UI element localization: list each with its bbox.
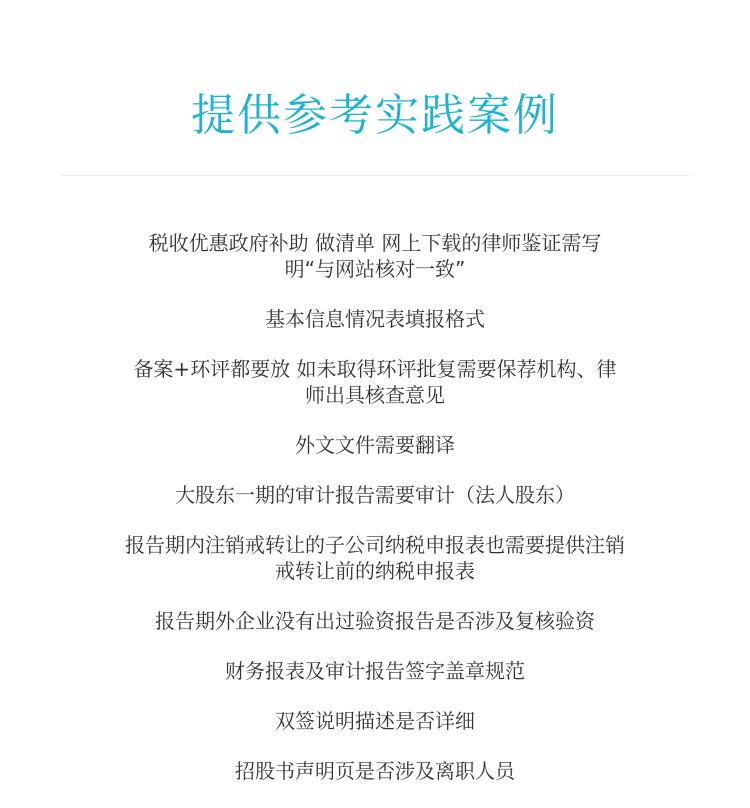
case-list [0,230,750,808]
list-item: 外文文件需要翻译 [295,433,455,457]
list-item: 税收优惠政府补助 做清单 网上下载的律师鉴证需写明“与网站核对一致” [148,231,602,281]
list-item: 双签说明描述是否详细 [275,709,475,733]
list-item: 报告期内注销戒转让的子公司纳税申报表也需要提供注销戒转让前的纳税申报表 [125,533,625,583]
list-item: 备案+环评都要放 如未取得环评批复需要保荐机构、律师出具核查意见 [133,357,617,407]
list-item: 招股书声明页是否涉及离职人员 [235,759,515,783]
list-item: 大股东一期的审计报告需要审计（法人股东） [175,483,575,507]
divider [61,175,689,176]
list-item: 财务报表及审计报告签字盖章规范 [225,659,525,683]
list-item: 基本信息情况表填报格式 [265,307,485,331]
list-item: 报告期外企业没有出过验资报告是否涉及复核验资 [155,609,595,633]
page-title: 提供参考实践案例 [191,90,559,141]
